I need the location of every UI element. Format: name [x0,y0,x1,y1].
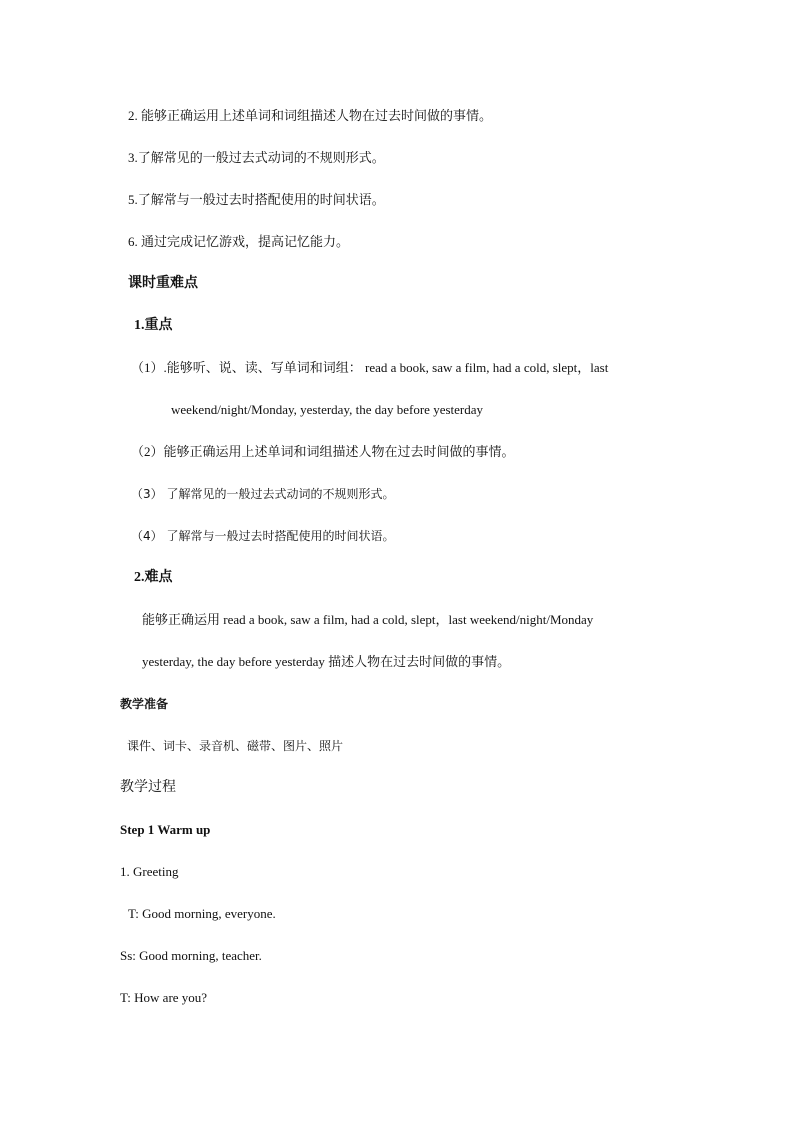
key-point-2: （2）能够正确运用上述单词和词组描述人物在过去时间做的事情。 [131,444,515,459]
key-point-3: （3） 了解常见的一般过去式动词的不规则形式。 [131,487,395,501]
dialog-line: Ss: Good morning, teacher. [120,948,262,963]
difficult-point-line-1: 能够正确运用 read a book, saw a film, had a cold, slept，last weekend/night/Monday [142,612,594,627]
objective-6: 6. 通过完成记忆游戏，提高记忆能力。 [128,234,350,249]
difficult-point-line-2: yesterday, the day before yesterday 描述人物在过去时间做的事情。 [142,654,511,669]
key-point-1-line-1: （1）.能够听、说、读、写单词和词组： read a book, saw a film, had a cold, slept，last [131,360,609,375]
objective-5: 5.了解常与一般过去时搭配使用的时间状语。 [128,192,385,207]
key-point-1-line-2: weekend/night/Monday, yesterday, the day before yesterday [171,402,484,417]
dialog-line: T: Good morning, everyone. [128,906,276,921]
key-points-heading: 1.重点 [134,318,173,333]
preparation-items: 课件、词卡、录音机、磁带、图片、照片 [127,739,344,753]
process-heading: 教学过程 [120,780,176,795]
dialog-line: T: How are you? [120,990,208,1005]
preparation-heading: 教学准备 [120,697,169,711]
key-difficult-heading: 课时重难点 [128,276,198,291]
objective-2: 2. 能够正确运用上述单词和词组描述人物在过去时间做的事情。 [128,108,493,123]
objective-3: 3.了解常见的一般过去式动词的不规则形式。 [128,150,385,165]
greeting-item: 1. Greeting [120,864,179,879]
key-point-4: （4） 了解常与一般过去时搭配使用的时间状语。 [131,529,395,543]
step-1-heading: Step 1 Warm up [120,822,211,837]
difficult-points-heading: 2.难点 [134,570,173,585]
